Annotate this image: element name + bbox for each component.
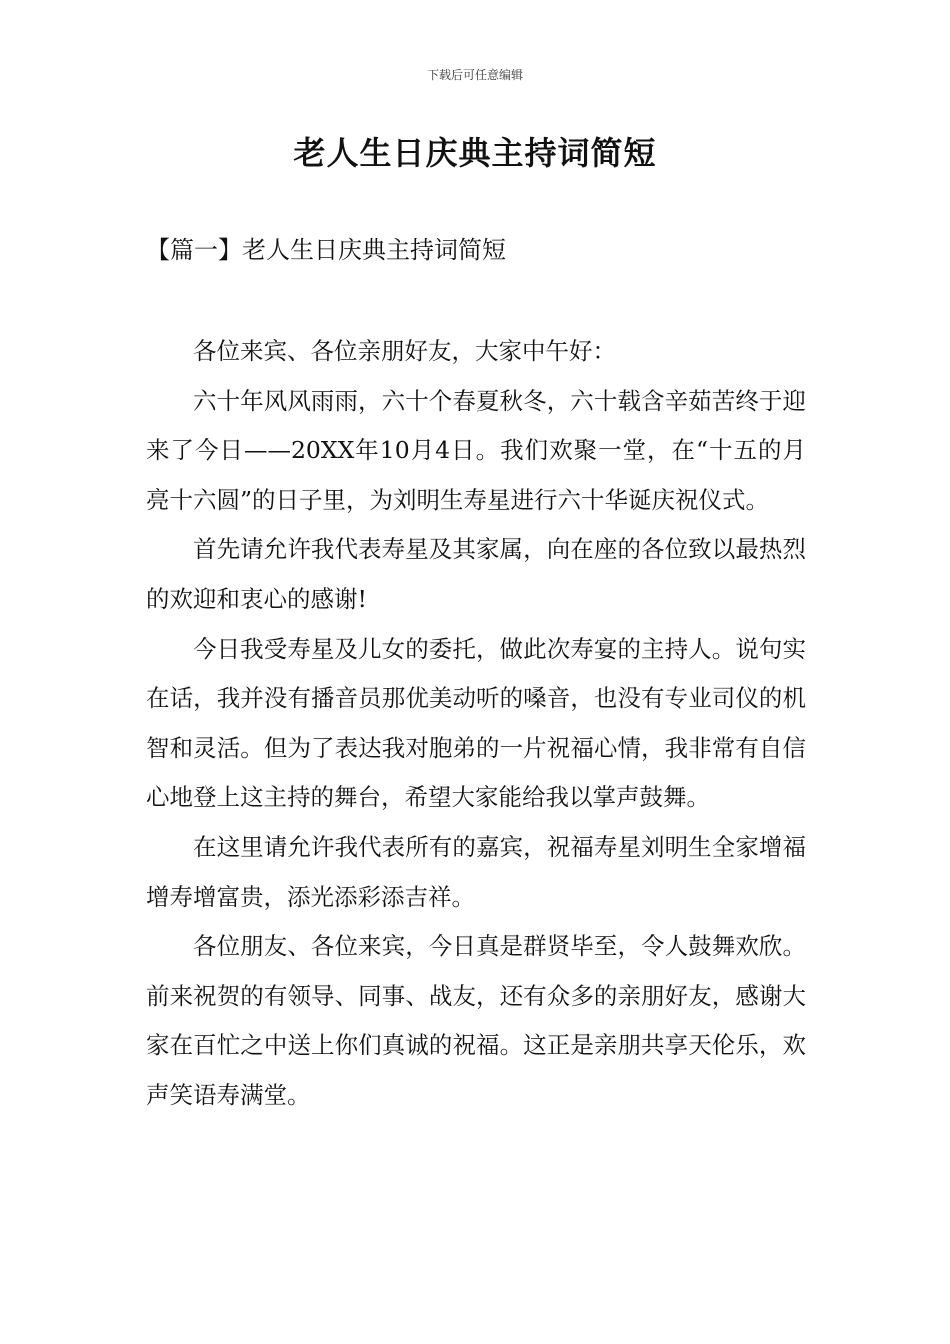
- paragraph-blessing: 在这里请允许我代表所有的嘉宾，祝福寿星刘明生全家增福增寿增富贵，添光添彩添吉祥。: [146, 832, 806, 911]
- header-note: 下载后可任意编辑: [426, 68, 523, 82]
- document-title: 老人生日庆典主持词简短: [293, 134, 657, 172]
- paragraph-greeting: 各位来宾、各位亲朋好友，大家中午好：: [193, 337, 616, 365]
- paragraph-welcome: 首先请允许我代表寿星及其家属，向在座的各位致以最热烈的欢迎和衷心的感谢!: [146, 535, 806, 613]
- paragraph-thanks: 各位朋友、各位来宾，今日真是群贤毕至，令人鼓舞欢欣。前来祝贺的有领导、同事、战友，还有众多的亲朋好友，感谢大家在百忙之中送上你们真诚的祝福。这正是亲朋共享天伦乐，欢声笑语寿满堂。: [146, 932, 806, 1109]
- paragraph-opening: 六十年风风雨雨，六十个春夏秋冬，六十载含辛茹苦终于迎来了今日——20XX年10月4日。我们欢聚一堂，在“十五的月亮十六圆”的日子里，为刘明生寿星进行六十华诞庆祝仪式。: [146, 386, 806, 514]
- section-heading: 【篇一】老人生日庆典主持词简短: [146, 236, 506, 264]
- document-body: [146, 327, 806, 1121]
- paragraph-host-intro: 今日我受寿星及儿女的委托，做此次寿宴的主持人。说句实在话，我并没有播音员那优美动听的嗓音，也没有专业司仪的机智和灵活。但为了表达我对胞弟的一片祝福心情，我非常有自信心地登上这主持的舞台，希望大家能给我以掌声鼓舞。: [146, 634, 806, 812]
